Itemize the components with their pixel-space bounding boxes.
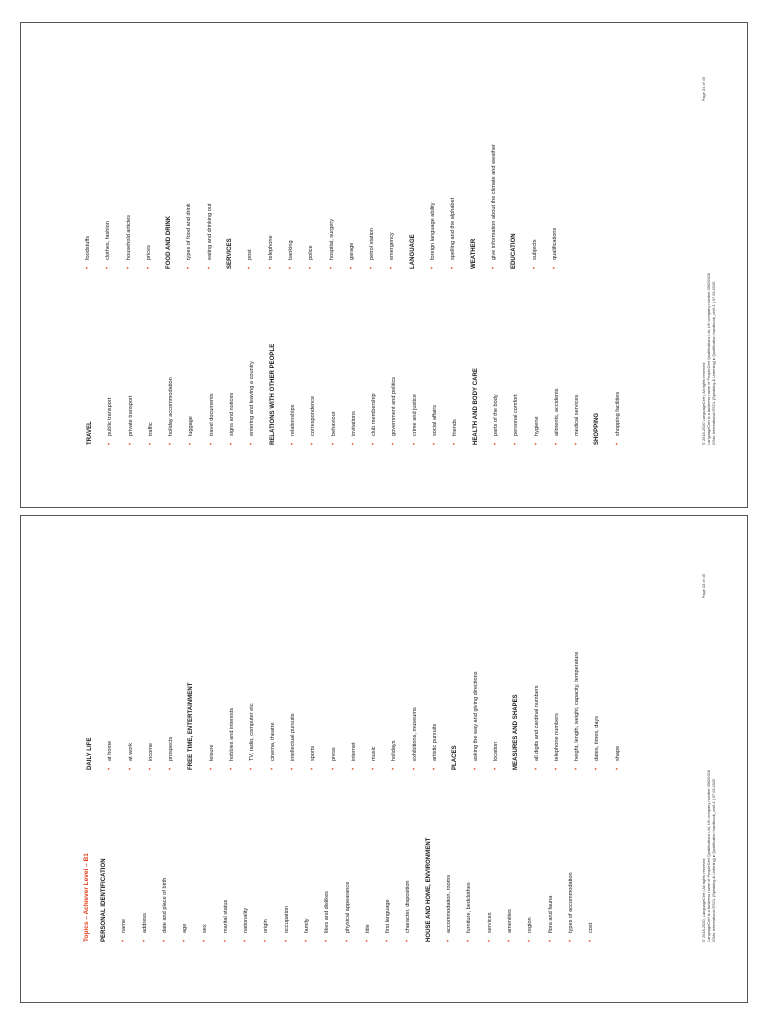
list-item-text: intellectual pursuits	[289, 713, 296, 761]
list-item-text: shape	[614, 745, 621, 761]
bullet-icon: •	[513, 442, 520, 445]
list-item-text: region	[527, 917, 534, 933]
list-item	[412, 624, 419, 770]
list-item-text: give information about the climate and weather	[490, 144, 497, 260]
list-item	[552, 123, 559, 269]
section-heading: FOOD AND DRINK	[166, 215, 173, 269]
page-footer-copyright	[701, 185, 717, 445]
list-item-text: dates, times, days	[594, 715, 601, 761]
bullet-icon: •	[127, 767, 134, 770]
list-item-text: press	[330, 747, 337, 761]
list-item-text: crime and justice	[411, 394, 418, 436]
list-item-text: first language	[385, 899, 392, 933]
bullet-icon: •	[208, 442, 215, 445]
section-heading: SERVICES	[227, 238, 234, 269]
bullet-icon: •	[310, 442, 317, 445]
list-item-text: types of food and drink	[186, 203, 193, 260]
list-item	[554, 299, 561, 445]
list-item-text: sports	[310, 745, 317, 761]
list-item-text: artistic pursuits	[432, 723, 439, 761]
list-item	[148, 299, 155, 445]
list-item-text: cost	[588, 922, 595, 933]
list-item-text: signs and notices	[229, 392, 236, 436]
list-item	[412, 299, 419, 445]
list-item	[223, 796, 230, 942]
bullet-icon: •	[506, 939, 513, 942]
footer-line-2: LanguageCert is a business name of PeopleCert Qualifications Ltd, UK company number 09620926	[706, 770, 712, 942]
list-item	[385, 796, 392, 942]
bullet-icon: •	[531, 266, 538, 269]
list-item-text: entering and leaving a country	[249, 361, 256, 436]
topic-column-right	[85, 123, 572, 269]
bullet-icon: •	[486, 939, 493, 942]
list-item	[288, 123, 295, 269]
list-item-text: invitations	[350, 411, 357, 436]
bullet-icon: •	[432, 767, 439, 770]
list-item-text: origin	[263, 919, 270, 933]
list-item	[284, 796, 291, 942]
list-item-text: height, length, weight, capacity, temperature	[574, 651, 581, 761]
bullet-icon: •	[411, 442, 418, 445]
list-item	[487, 796, 494, 942]
bullet-icon: •	[472, 767, 479, 770]
bullet-icon: •	[594, 767, 601, 770]
list-item-text: at work	[127, 742, 134, 761]
list-item	[310, 299, 317, 445]
bullet-icon: •	[310, 767, 317, 770]
footer-line-2: LanguageCert is a business name of PeopleCert Qualifications Ltd, UK company number 09620926	[706, 273, 712, 445]
list-item-text: telephone numbers	[553, 713, 560, 761]
bullet-icon: •	[364, 939, 371, 942]
list-item-text: asking the way and giving directions	[472, 671, 479, 761]
list-item	[527, 796, 534, 942]
list-item	[329, 123, 336, 269]
list-item	[351, 299, 358, 445]
bullet-icon: •	[492, 442, 499, 445]
list-item	[493, 624, 500, 770]
list-item	[389, 123, 396, 269]
list-item-text: social affairs	[432, 405, 439, 436]
bullet-icon: •	[243, 939, 250, 942]
bullet-icon: •	[574, 442, 581, 445]
list-item	[594, 624, 601, 770]
list-item	[491, 123, 498, 269]
bullet-icon: •	[330, 442, 337, 445]
list-item-text: public transport	[107, 397, 114, 436]
list-item	[162, 796, 169, 942]
list-item	[146, 123, 153, 269]
list-item-text: luggage	[188, 416, 195, 436]
list-item-text: exhibitions, museums	[411, 707, 418, 761]
bullet-icon: •	[107, 767, 114, 770]
list-item	[615, 624, 622, 770]
section-heading: FREE TIME, ENTERTAINMENT	[188, 682, 195, 770]
list-item-text: prices	[145, 245, 152, 260]
list-item-text: internet	[350, 742, 357, 761]
bullet-icon: •	[614, 442, 621, 445]
bullet-icon: •	[141, 939, 148, 942]
bullet-icon: •	[614, 767, 621, 770]
list-item	[365, 796, 372, 942]
list-item	[249, 624, 256, 770]
bullet-icon: •	[391, 442, 398, 445]
list-item-text: income	[147, 742, 154, 761]
list-item	[209, 624, 216, 770]
list-item	[446, 796, 453, 942]
section-heading: DAILY LIFE	[87, 737, 93, 770]
list-item	[513, 299, 520, 445]
list-item-text: character, disposition	[405, 880, 412, 933]
list-item	[324, 796, 331, 942]
list-item	[290, 299, 297, 445]
bullet-icon: •	[553, 442, 560, 445]
list-item-text: family	[303, 918, 310, 933]
page-number: Page 34 of 45	[701, 77, 706, 102]
list-item-text: marital status	[222, 899, 229, 933]
list-item-text: all digits and cardinal numbers	[533, 685, 540, 761]
list-item-text: nationality	[243, 907, 250, 933]
list-item	[290, 624, 297, 770]
list-item-text: likes and dislikes	[324, 891, 331, 933]
list-item-text: address	[141, 913, 148, 933]
list-item	[507, 796, 514, 942]
bullet-icon: •	[249, 767, 256, 770]
list-item	[249, 299, 256, 445]
list-item-text: post	[247, 249, 254, 260]
bullet-icon: •	[186, 266, 193, 269]
list-item-text: qualifications	[551, 227, 558, 260]
section-heading: WEATHER	[470, 238, 477, 269]
list-item-text: leisure	[208, 744, 215, 761]
list-item	[450, 123, 457, 269]
list-item	[466, 796, 473, 942]
bullet-icon: •	[105, 266, 112, 269]
rotated-page-content	[21, 23, 747, 507]
bullet-icon: •	[303, 939, 310, 942]
list-item-text: subjects	[531, 239, 538, 260]
bullet-icon: •	[125, 266, 132, 269]
list-item	[554, 624, 561, 770]
bullet-icon: •	[283, 939, 290, 942]
list-item-text: relationships	[289, 404, 296, 436]
list-item-text: telephone	[267, 235, 274, 260]
list-item-text: title	[364, 924, 371, 933]
section-heading: SHOPPING	[594, 412, 601, 445]
bullet-icon: •	[369, 266, 376, 269]
list-item	[532, 123, 539, 269]
list-item	[105, 123, 112, 269]
bullet-icon: •	[344, 939, 351, 942]
list-item-text: spelling and the alphabet	[450, 197, 457, 260]
footer-line-3: IDNo: International ESOL (Speaking & Listening) ▸ Qualification handbook_ver0.1 | 07.03.2020	[711, 281, 717, 445]
bullet-icon: •	[161, 939, 168, 942]
list-item	[168, 624, 175, 770]
footer-line-3: IDNo: International ESOL (Speaking & Listening) ▸ Qualification handbook_ver0.1 | 07.03.2020	[711, 778, 717, 942]
bullet-icon: •	[247, 266, 254, 269]
list-item-text: correspondence	[310, 395, 317, 436]
bullet-icon: •	[391, 767, 398, 770]
bullet-icon: •	[107, 442, 114, 445]
list-item-text: occupation	[283, 905, 290, 933]
list-item	[331, 624, 338, 770]
bullet-icon: •	[229, 767, 236, 770]
list-item	[615, 299, 622, 445]
list-item-text: friends	[452, 419, 459, 436]
list-item-text: location	[492, 741, 499, 761]
section-heading: EDUCATION	[511, 233, 518, 269]
topic-column-left	[85, 299, 635, 445]
list-item-text: private transport	[127, 395, 134, 436]
list-item-text: eating and drinking out	[206, 203, 213, 260]
bullet-icon: •	[533, 767, 540, 770]
list-item-text: accommodation, rooms	[446, 874, 453, 933]
bullet-icon: •	[553, 767, 560, 770]
bullet-icon: •	[452, 442, 459, 445]
list-item-text: music	[371, 746, 378, 761]
list-item	[349, 123, 356, 269]
bullet-icon: •	[121, 939, 128, 942]
bullet-icon: •	[574, 767, 581, 770]
list-item-text: types of accommodation	[567, 872, 574, 933]
section-heading: HEALTH AND BODY CARE	[472, 368, 479, 445]
list-item	[243, 796, 250, 942]
bullet-icon: •	[269, 767, 276, 770]
list-item	[128, 624, 135, 770]
list-item	[126, 123, 133, 269]
list-item-text: foodstuffs	[85, 235, 91, 260]
bullet-icon: •	[492, 767, 499, 770]
bullet-icon: •	[450, 266, 457, 269]
bullet-icon: •	[551, 266, 558, 269]
bullet-icon: •	[85, 266, 91, 269]
list-item-text: petrol station	[369, 227, 376, 260]
list-item	[85, 123, 92, 269]
list-item	[148, 624, 155, 770]
list-item-text: behaviour	[330, 411, 337, 436]
section-heading: PERSONAL IDENTIFICATION	[101, 858, 107, 942]
bullet-icon: •	[289, 767, 296, 770]
list-item	[121, 796, 128, 942]
list-item	[168, 299, 175, 445]
bullet-icon: •	[206, 266, 213, 269]
bullet-icon: •	[145, 266, 152, 269]
bullet-icon: •	[350, 442, 357, 445]
list-item	[268, 123, 275, 269]
list-item	[432, 299, 439, 445]
list-item	[568, 796, 575, 942]
bullet-icon: •	[533, 442, 540, 445]
list-item	[202, 796, 209, 942]
list-item-text: hygiene	[533, 416, 540, 436]
list-item	[263, 796, 270, 942]
list-item	[207, 123, 214, 269]
bullet-icon: •	[432, 442, 439, 445]
list-item	[182, 796, 189, 942]
bullet-icon: •	[324, 939, 331, 942]
list-item	[391, 624, 398, 770]
section-heading: LANGUAGE	[409, 234, 416, 269]
bullet-icon: •	[289, 442, 296, 445]
list-item-text: prospects	[168, 736, 175, 761]
list-item-text: hospital, surgery	[328, 218, 335, 260]
list-item-text: government and politics	[391, 376, 398, 436]
bullet-icon: •	[405, 939, 412, 942]
page-title: Topics – Achiever Level – B1	[83, 853, 90, 942]
bullet-icon: •	[222, 939, 229, 942]
list-item-text: services	[486, 912, 493, 933]
bullet-icon: •	[547, 939, 554, 942]
bullet-icon: •	[371, 442, 378, 445]
list-item	[270, 624, 277, 770]
list-item-text: personal comfort	[513, 394, 520, 436]
list-item-text: garage	[348, 242, 355, 260]
bullet-icon: •	[249, 442, 256, 445]
bullet-icon: •	[350, 767, 357, 770]
list-item	[188, 299, 195, 445]
list-item	[142, 796, 149, 942]
list-item	[331, 299, 338, 445]
list-item-text: clothes, fashion	[105, 221, 112, 260]
bullet-icon: •	[385, 939, 392, 942]
list-item	[391, 299, 398, 445]
bullet-icon: •	[168, 767, 175, 770]
list-item	[548, 796, 555, 942]
section-heading: RELATIONS WITH OTHER PEOPLE	[269, 343, 276, 445]
section-heading: TRAVEL	[87, 421, 93, 445]
list-item	[308, 123, 315, 269]
rotated-page-content	[21, 516, 747, 1002]
list-item-text: banking	[287, 240, 294, 260]
list-item-text: amenities	[506, 909, 513, 933]
bullet-icon: •	[567, 939, 574, 942]
list-item	[107, 624, 114, 770]
bullet-icon: •	[330, 767, 337, 770]
page-number: Page 33 of 45	[701, 574, 706, 599]
list-item-text: shopping facilities	[614, 391, 621, 436]
list-item	[310, 624, 317, 770]
handbook-page-33	[20, 515, 748, 1003]
bullet-icon: •	[263, 939, 270, 942]
bullet-icon: •	[168, 442, 175, 445]
list-item	[534, 299, 541, 445]
bullet-icon: •	[147, 442, 154, 445]
list-item-text: police	[308, 245, 315, 260]
list-item-text: club membership	[371, 393, 378, 436]
section-heading: MEASURES AND SHAPES	[513, 694, 520, 770]
bullet-icon: •	[267, 266, 274, 269]
list-item-text: holidays	[391, 740, 398, 761]
list-item	[369, 123, 376, 269]
list-item	[574, 299, 581, 445]
list-item-text: ailments, accidents	[553, 388, 560, 436]
bullet-icon: •	[430, 266, 437, 269]
list-item-text: parts of the body	[492, 394, 499, 436]
bullet-icon: •	[208, 767, 215, 770]
list-item-text: TV, radio, computer etc	[249, 703, 256, 761]
list-item	[351, 624, 358, 770]
list-item	[452, 299, 459, 445]
bullet-icon: •	[182, 939, 189, 942]
bullet-icon: •	[308, 266, 315, 269]
list-item	[432, 624, 439, 770]
list-item	[371, 299, 378, 445]
bullet-icon: •	[411, 767, 418, 770]
list-item	[405, 796, 412, 942]
list-item-text: physical appearance	[344, 881, 351, 933]
bullet-icon: •	[348, 266, 355, 269]
list-item-text: hobbies and interests	[229, 707, 236, 761]
list-item	[247, 123, 254, 269]
list-item	[473, 624, 480, 770]
list-item-text: travel documents	[208, 393, 215, 436]
list-item	[371, 624, 378, 770]
bullet-icon: •	[287, 266, 294, 269]
bullet-icon: •	[588, 939, 595, 942]
list-item-text: age	[182, 923, 189, 933]
bullet-icon: •	[188, 442, 195, 445]
topic-column-left	[99, 796, 608, 942]
section-heading: PLACES	[452, 745, 459, 770]
bullet-icon: •	[328, 266, 335, 269]
bullet-icon: •	[466, 939, 473, 942]
list-item-text: at home	[107, 740, 114, 761]
list-item	[430, 123, 437, 269]
bullet-icon: •	[446, 939, 453, 942]
handbook-page-34	[20, 22, 748, 508]
footer-line-1: © 2018-2020 LanguageCert | All rights reserved	[701, 362, 706, 445]
list-item-text: medical services	[574, 394, 581, 436]
bullet-icon: •	[202, 939, 209, 942]
list-item-text: furniture, bedclothes	[466, 882, 473, 933]
list-item	[493, 299, 500, 445]
list-item	[534, 624, 541, 770]
bullet-icon: •	[229, 442, 236, 445]
bullet-icon: •	[127, 442, 134, 445]
list-item	[304, 796, 311, 942]
list-item	[345, 796, 352, 942]
list-item-text: sex	[202, 924, 209, 933]
list-item	[107, 299, 114, 445]
list-item	[209, 299, 216, 445]
list-item-text: emergency	[389, 232, 396, 260]
list-item-text: name	[121, 919, 128, 933]
bullet-icon: •	[389, 266, 396, 269]
footer-line-1: © 2018-2020, LanguageCert | All rights reserved	[701, 858, 706, 942]
list-item-text: cinema, theatre	[269, 722, 276, 761]
bullet-icon: •	[147, 767, 154, 770]
list-item-text: household articles	[125, 214, 132, 260]
list-item	[229, 624, 236, 770]
list-item	[229, 299, 236, 445]
list-item-text: flora and fauna	[547, 895, 554, 933]
list-item	[128, 299, 135, 445]
topic-column-right	[85, 624, 635, 770]
bullet-icon: •	[371, 767, 378, 770]
list-item-text: traffic	[147, 422, 154, 436]
page-footer-copyright	[701, 682, 717, 942]
list-item-text: holiday accommodation	[168, 377, 175, 436]
list-item-text: foreign language ability	[430, 202, 437, 260]
section-heading: HOUSE AND HOME, ENVIRONMENT	[425, 837, 432, 942]
list-item	[186, 123, 193, 269]
bullet-icon: •	[490, 266, 497, 269]
list-item-text: date and place of birth	[161, 877, 168, 933]
bullet-icon: •	[527, 939, 534, 942]
list-item	[574, 624, 581, 770]
list-item	[588, 796, 595, 942]
